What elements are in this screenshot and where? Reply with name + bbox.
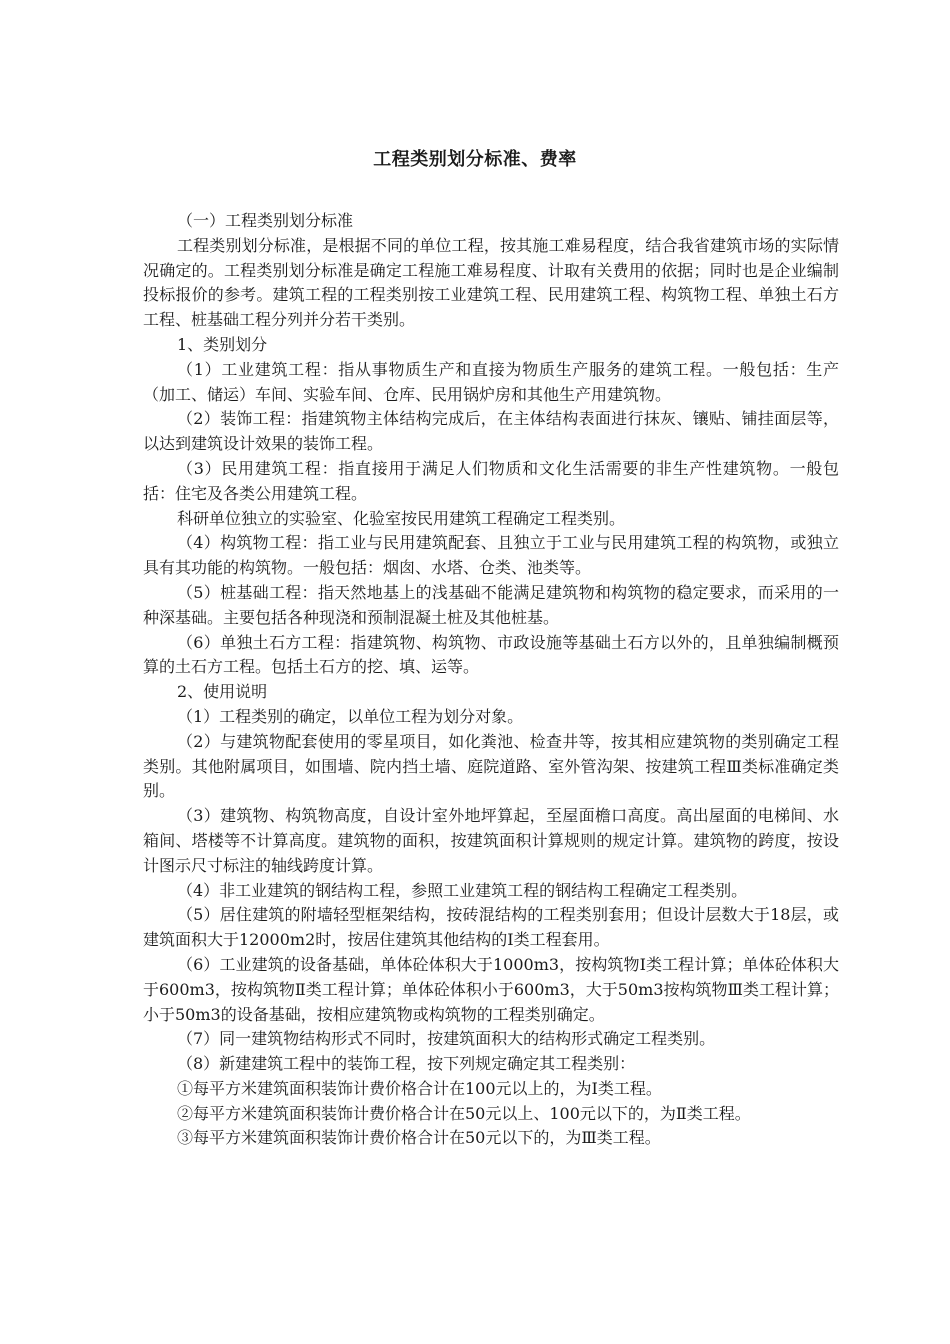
paragraph: （1）工程类别的确定，以单位工程为划分对象。 [177,706,524,726]
paragraph: （5）居住建筑的附墙轻型框架结构，按砖混结构的工程类别套用；但设计层数大于18层，或建筑面积大于12000m2时，按居住建筑其他结构的Ⅰ类工程套用。 [143,905,839,950]
paragraph: ①每平方米建筑面积装饰计费价格合计在100元以上的，为Ⅰ类工程。 [177,1078,662,1098]
subsection-heading: 1、类别划分 [177,334,268,354]
paragraph: （2）装饰工程：指建筑物主体结构完成后，在主体结构表面进行抹灰、镶贴、铺挂面层等，以达到建筑设计效果的装饰工程。 [143,409,839,454]
paragraph: （4）构筑物工程：指工业与民用建筑配套、且独立于工业与民用建筑工程的构筑物，或独立具有其功能的构筑物。一般包括：烟囱、水塔、仓类、池类等。 [143,533,839,578]
paragraph: ③每平方米建筑面积装饰计费价格合计在50元以下的，为Ⅲ类工程。 [177,1128,661,1148]
paragraph: （2）与建筑物配套使用的零星项目，如化粪池、检查井等，按其相应建筑物的类别确定工程类别。其他附属项目，如围墙、院内挡土墙、庭院道路、室外管沟架、按建筑工程Ⅲ类标准确定类别。 [143,731,839,801]
paragraph: 科研单位独立的实验室、化验室按民用建筑工程确定工程类别。 [177,508,626,528]
paragraph: （8）新建建筑工程中的装饰工程，按下列规定确定其工程类别： [177,1054,636,1074]
paragraph: （1）工业建筑工程：指从事物质生产和直接为物质生产服务的建筑工程。一般包括：生产（加工、储运）车间、实验车间、仓库、民用锅炉房和其他生产用建筑物。 [143,359,839,404]
section-heading: （一）工程类别划分标准 [177,211,354,230]
paragraph: （6）工业建筑的设备基础，单体砼体积大于1000m3，按构筑物Ⅰ类工程计算；单体砼体积大于600m3，按构筑物Ⅱ类工程计算；单体砼体积小于600m3，大于50m3按构筑物Ⅲ类工程计算；小于50m3的设备基础，按相应建筑物或构筑物的工程类别确定。 [143,954,839,1024]
paragraph: （3）建筑物、构筑物高度，自设计室外地坪算起，至屋面檐口高度。高出屋面的电梯间、水箱间、塔楼等不计算高度。建筑物的面积，按建筑面积计算规则的规定计算。建筑物的跨度，按设计图示尺寸标注的轴线跨度计算。 [143,806,839,875]
paragraph: （7）同一建筑物结构形式不同时，按建筑面积大的结构形式确定工程类别。 [177,1029,716,1049]
subsection-heading: 2、使用说明 [177,682,268,702]
paragraph: （6）单独土石方工程：指建筑物、构筑物、市政设施等基础土石方以外的，且单独编制概预算的土石方工程。包括土石方的挖、填、运等。 [143,632,839,677]
document-body [143,209,839,1151]
paragraph: （5）桩基础工程：指天然地基上的浅基础不能满足建筑物和构筑物的稳定要求，而采用的一种深基础。主要包括各种现浇和预制混凝土桩及其他桩基。 [143,582,839,627]
paragraph: （3）民用建筑工程：指直接用于满足人们物质和文化生活需要的非生产性建筑物。一般包括：住宅及各类公用建筑工程。 [143,458,839,503]
document-title: 工程类别划分标准、费率 [373,149,577,170]
paragraph: ②每平方米建筑面积装饰计费价格合计在50元以上、100元以下的，为Ⅱ类工程。 [177,1103,751,1123]
paragraph: 工程类别划分标准，是根据不同的单位工程，按其施工难易程度，结合我省建筑市场的实际情况确定的。工程类别划分标准是确定工程施工难易程度、计取有关费用的依据；同时也是企业编制投标报价的参考。建筑工程的工程类别按工业建筑工程、民用建筑工程、构筑物工程、单独土石方工程、桩基础工程分列并分若干类别。 [143,235,839,330]
paragraph: （4）非工业建筑的钢结构工程，参照工业建筑工程的钢结构工程确定工程类别。 [177,880,748,900]
